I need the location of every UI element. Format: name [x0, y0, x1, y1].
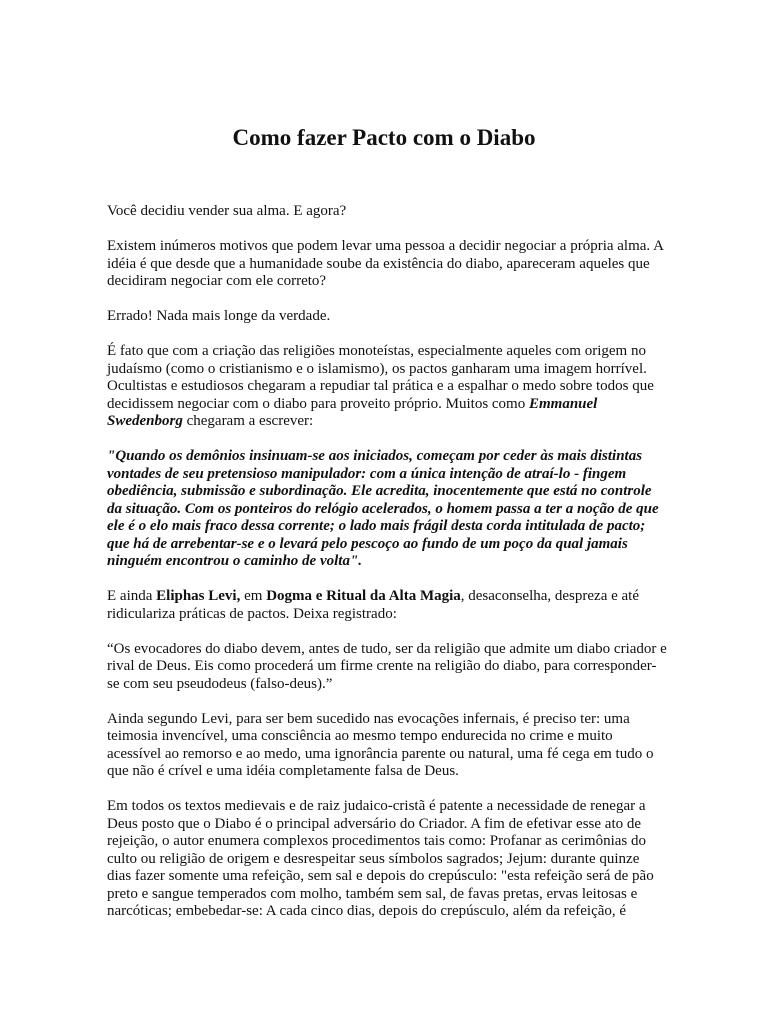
document-body: [107, 203, 667, 938]
paragraph-6: [107, 588, 667, 623]
paragraph-1: Você decidiu vender sua alma. E agora?: [107, 203, 347, 219]
paragraph-6-b: em: [240, 588, 267, 604]
page-title: Como fazer Pacto com o Diabo: [232, 125, 536, 150]
paragraph-8: Ainda segundo Levi, para ser bem sucedido nas evocações infernais, é preciso ter: uma teimosia invencível, uma consciência ao mesmo tempo endurecida no crime e muito acessível ao remorso e ao medo, uma ignorância parente ou natural, uma fé cega em tudo o que não é crível e uma idéia completamente falsa de Deus.: [107, 710, 654, 779]
paragraph-6-a: E ainda: [107, 588, 157, 604]
paragraph-6-c: , desaconselha, despreza e até ridiculariza práticas de pactos. Deixa registrado:: [107, 588, 640, 622]
paragraph-7: “Os evocadores do diabo devem, antes de tudo, ser da religião que admite um diabo criador e rival de Deus. Eis como procederá um firme crente na religião do diabo, para corresponder-se com seu pseudodeus (falso-deus).”: [107, 640, 667, 692]
author-name-levi: Eliphas Levi,: [156, 588, 241, 604]
book-title: Dogma e Ritual da Alta Magia: [266, 588, 461, 604]
swedenborg-quote: "Quando os demônios insinuam-se aos iniciados, começam por ceder às mais distintas vontades de seu pretensioso manipulador: com a única intenção de atraí-lo - fingem obediência, submissão e subordinação. Ele acredita, inocentemente que está no controle da situação. Com os ponteiros do relógio acelerados, o homem passa a ter a noção de que ele é o elo mais fraco dessa corrente; o lado mais frágil desta corda intitulada de pacto; que há de arrebentar-se e o levará pelo pescoço ao fundo de um poço da qual jamais ninguém encontrou o caminho de volta".: [107, 448, 659, 569]
author-name-swedenborg: Emmanuel Swedenborg: [107, 395, 598, 429]
paragraph-4-text: É fato que com a criação das religiões monoteístas, especialmente aqueles com origem no judaísmo (como o cristianismo e o islamismo), os pactos ganharam uma imagem horrível. Ocultistas e estudiosos chegaram a repudiar tal prática e a espalhar o medo sobre todos que decidissem negociar com o diabo para proveito próprio. Muitos como: [107, 343, 654, 412]
paragraph-2: Existem inúmeros motivos que podem levar uma pessoa a decidir negociar a própria alma. A idéia é que desde que a humanidade soube da existência do diabo, apareceram aqueles que decidiram negociar com ele correto?: [107, 238, 664, 289]
paragraph-4-tail: chegaram a escrever:: [182, 413, 314, 429]
paragraph-4: [107, 343, 667, 431]
paragraph-3: Errado! Nada mais longe da verdade.: [107, 308, 331, 324]
paragraph-9: Em todos os textos medievais e de raiz judaico-cristã é patente a necessidade de renegar a Deus posto que o Diabo é o principal adversário do Criador. A fim de efetivar esse ato de rejeição, o autor enumera complexos procedimentos tais como: Profanar as cerimônias do culto ou religião de origem e desrespeitar seus símbolos sagrados; Jejum: durante quinze dias fazer somente uma refeição, sem sal e depois do crepúsculo: "esta refeição será de pão preto e sangue temperados com molho, também sem sal, de favas pretas, ervas leitosas e narcóticas; embebedar-se: A cada cinco dias, depois do crepúsculo, além da refeição, é: [107, 798, 654, 919]
